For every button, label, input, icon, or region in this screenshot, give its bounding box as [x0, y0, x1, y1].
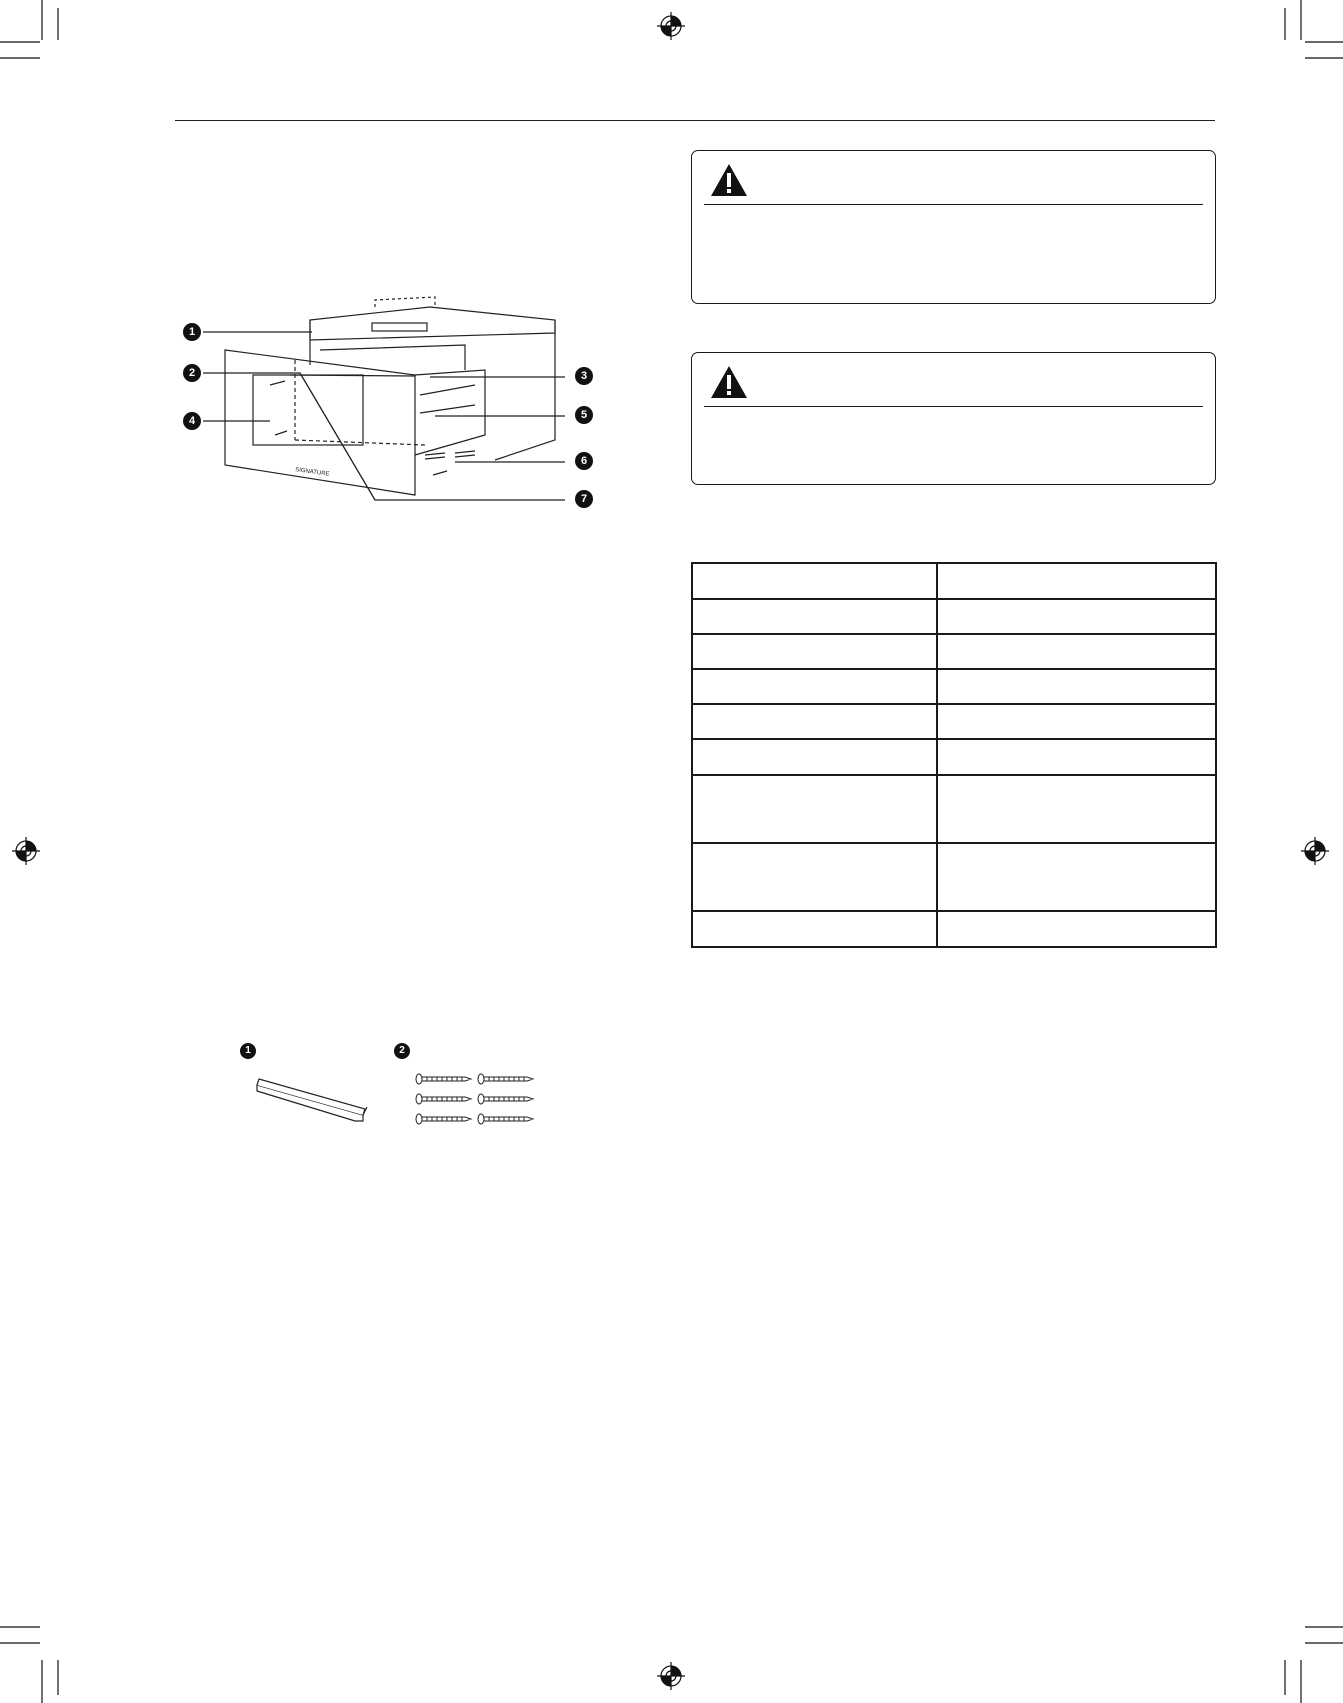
brand-mark: SIGNATURE [294, 467, 330, 478]
table-cell [937, 704, 1216, 739]
screws-illustration [415, 1070, 545, 1140]
warning-rule-2 [704, 406, 1203, 407]
callout-1: 1 [183, 323, 201, 341]
table-cell [937, 669, 1216, 704]
warning-box-2 [691, 352, 1216, 485]
microwave-drawer-illustration [175, 295, 615, 520]
table-cell [937, 775, 1216, 843]
table-cell [692, 634, 937, 669]
callout-7: 7 [575, 490, 593, 508]
table-cell [937, 843, 1216, 911]
table-cell [692, 775, 937, 843]
table-cell [692, 669, 937, 704]
warning-rule-1 [704, 204, 1203, 205]
table-row [692, 704, 1216, 739]
parts-section [235, 1040, 565, 1140]
table-cell [937, 563, 1216, 599]
table-cell [937, 739, 1216, 775]
callout-6: 6 [575, 452, 593, 470]
bracket-illustration [255, 1075, 375, 1135]
warning-triangle-icon [710, 163, 748, 197]
table-cell [937, 599, 1216, 634]
table-row [692, 634, 1216, 669]
table-cell [937, 911, 1216, 947]
header-rule [175, 120, 1215, 121]
table-row [692, 911, 1216, 947]
table-cell [692, 739, 937, 775]
table-row [692, 843, 1216, 911]
product-diagram [175, 295, 615, 520]
callout-5: 5 [575, 406, 593, 424]
table-cell [692, 563, 937, 599]
table-row [692, 775, 1216, 843]
part-callout-1: 1 [240, 1043, 256, 1059]
table-row [692, 563, 1216, 599]
table-cell [692, 599, 937, 634]
specifications-table [691, 562, 1217, 948]
callout-4: 4 [183, 412, 201, 430]
table-row [692, 739, 1216, 775]
table-cell [692, 843, 937, 911]
part-callout-2: 2 [394, 1043, 410, 1059]
table-cell [937, 634, 1216, 669]
table-cell [692, 704, 937, 739]
callout-2: 2 [183, 364, 201, 382]
callout-3: 3 [575, 367, 593, 385]
table-row [692, 669, 1216, 704]
warning-box-1 [691, 150, 1216, 304]
warning-triangle-icon [710, 365, 748, 399]
table-cell [692, 911, 937, 947]
table-row [692, 599, 1216, 634]
